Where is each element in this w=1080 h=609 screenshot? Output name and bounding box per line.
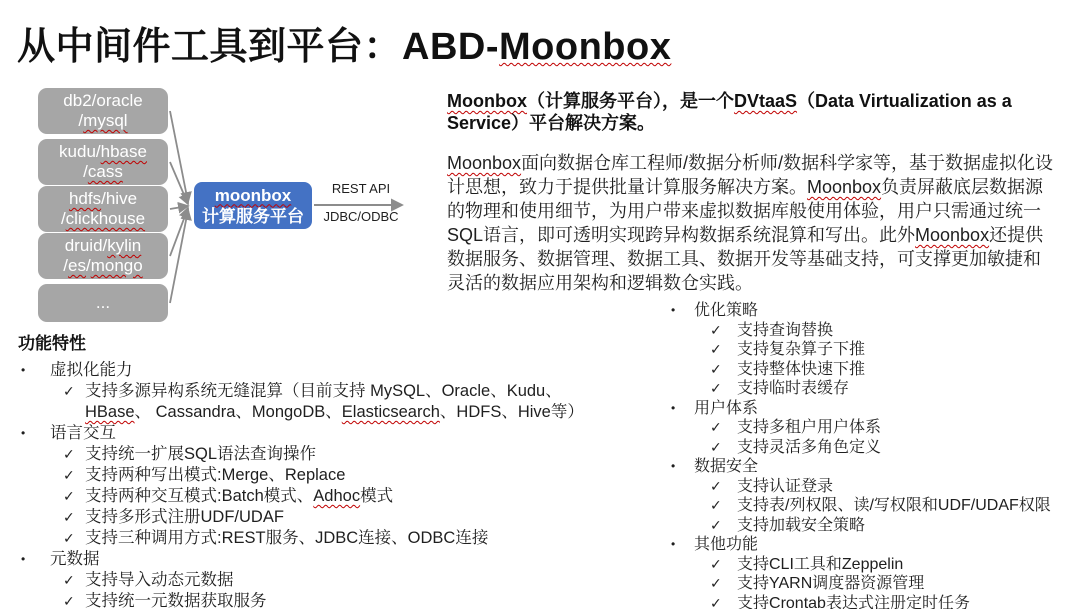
hub-box-moonbox xyxy=(194,182,312,229)
source-box-druid-kylin-es-mongo xyxy=(38,233,168,279)
rest-api-label: REST API xyxy=(331,181,391,196)
feature-item-text: 支持多租户用户体系 xyxy=(737,419,882,436)
features-left xyxy=(18,333,633,609)
feature-item xyxy=(18,486,633,507)
feature-item-text: 支持灵活多角色定义 xyxy=(737,438,882,456)
feature-group-metadata xyxy=(18,549,633,609)
check-icon: ✓ xyxy=(710,497,722,513)
features-heading: 功能特性 xyxy=(18,334,86,353)
check-icon: ✓ xyxy=(710,516,722,533)
feature-item-text: 支持临时表缓存 xyxy=(737,380,850,397)
check-icon: ✓ xyxy=(63,593,75,609)
group-label-row xyxy=(18,549,633,570)
feature-item-text: 支持复杂算子下推 xyxy=(737,341,866,358)
group-label: 其他功能 xyxy=(694,536,759,553)
feature-item xyxy=(18,465,633,486)
check-icon: ✓ xyxy=(63,446,75,462)
feature-item xyxy=(668,477,1080,497)
group-label: 虚拟化能力 xyxy=(50,361,133,379)
check-icon: ✓ xyxy=(63,383,75,399)
source-box-kudu-hbase-cass xyxy=(38,139,168,185)
check-icon: ✓ xyxy=(710,341,722,357)
feature-item-text: 支持CLI工具和Zeppelin xyxy=(737,555,904,573)
feature-item xyxy=(18,444,633,465)
source-box-line: /clickhouse xyxy=(60,209,146,228)
feature-item-text: 支持导入动态元数据 xyxy=(85,571,234,589)
bullet-icon: • xyxy=(21,363,26,377)
bullet-icon: • xyxy=(671,303,676,317)
feature-item-text: 支持多形式注册UDF/UDAF xyxy=(85,508,284,526)
feature-group-security xyxy=(668,457,1080,535)
feature-item xyxy=(668,360,1080,380)
source-box-line: /es/mongo xyxy=(63,256,143,275)
feature-item-text: 支持加载安全策略 xyxy=(737,516,866,534)
group-label: 语言交互 xyxy=(50,424,116,442)
source-box-ellipsis xyxy=(38,284,168,322)
group-label-row xyxy=(18,360,633,381)
feature-item xyxy=(668,340,1080,360)
group-label: 元数据 xyxy=(50,550,100,568)
bullet-icon: • xyxy=(671,400,676,415)
feature-item-text: 支持整体快速下推 xyxy=(737,360,866,378)
group-label-row xyxy=(668,535,1080,555)
check-icon: ✓ xyxy=(63,509,75,525)
check-icon: ✓ xyxy=(710,438,722,455)
feature-group-optimization xyxy=(668,301,1080,399)
check-icon: ✓ xyxy=(710,555,722,572)
feature-item xyxy=(668,418,1080,438)
check-icon: ✓ xyxy=(63,530,75,546)
source-box-line: kudu/hbase xyxy=(59,142,147,161)
feature-item xyxy=(18,591,633,609)
check-icon: ✓ xyxy=(710,380,722,396)
feature-item-text: 支持表/列权限、读/写权限和UDF/UDAF权限 xyxy=(737,497,1051,514)
source-box-hdfs-hive-clickhouse xyxy=(38,186,168,232)
feature-group-others xyxy=(668,535,1080,609)
feature-item-text: 支持三种调用方式:REST服务、JDBC连接、ODBC连接 xyxy=(85,529,489,547)
check-icon: ✓ xyxy=(710,477,722,494)
group-label: 用户体系 xyxy=(694,399,759,417)
source-box-line: druid/kylin xyxy=(64,236,142,255)
check-icon: ✓ xyxy=(63,467,75,483)
feature-item xyxy=(668,379,1080,399)
intro-paragraph: Moonbox（计算服务平台），是一个DVtaaS（Data Virtualization as a Service）平台解决方案。 xyxy=(447,91,1012,133)
bullet-icon: • xyxy=(21,552,26,566)
feature-item xyxy=(668,555,1080,575)
feature-item-text: 支持查询替换 xyxy=(737,321,834,339)
architecture-diagram xyxy=(30,85,450,330)
features-right xyxy=(668,301,1080,609)
feature-item-text: 支持多源异构系统无缝混算（目前支持 MySQL、Oracle、Kudu、HBase、 Cassandra、MongoDB、Elasticsearch、HDFS、Hive等） xyxy=(85,382,584,421)
check-icon: ✓ xyxy=(710,321,722,338)
feature-group-virtualization xyxy=(18,360,633,423)
group-label-row xyxy=(668,399,1080,419)
source-box-line: /mysql xyxy=(78,111,128,130)
body-paragraph: Moonbox面向数据仓库工程师/数据分析师/数据科学家等，基于数据虚拟化设计思想，致力于提供批量计算服务解决方案。Moonbox负责屏蔽底层数据源的物理和使用细节，为用户带来虚拟数据库般使用体验，用户只需通过统一SQL语言，即可透明实现跨异构数据系统混算和写出。此外Moonbox还提供数据服务、数据管理、数据工具、数据开发等基础支持，可支撑更加敏捷和灵活的数据应用架构和逻辑数仓实践。 xyxy=(447,153,1054,293)
feature-item xyxy=(18,570,633,591)
group-label-row xyxy=(18,423,633,444)
group-label: 数据安全 xyxy=(694,458,759,475)
source-box-line: db2/oracle xyxy=(63,91,143,110)
check-icon: ✓ xyxy=(710,575,722,591)
bullet-icon: • xyxy=(671,537,676,551)
feature-item xyxy=(668,574,1080,594)
feature-item xyxy=(18,381,633,423)
hub-box-line: moonbox xyxy=(214,185,292,205)
feature-item xyxy=(668,438,1080,458)
feature-item xyxy=(668,516,1080,536)
feature-item xyxy=(668,321,1080,341)
check-icon: ✓ xyxy=(710,419,722,435)
feature-item-text: 支持两种交互模式:Batch模式、Adhoc模式 xyxy=(85,487,394,505)
feature-item-text: 支持认证登录 xyxy=(737,477,834,495)
source-box-line: ... xyxy=(95,293,111,312)
jdbc-odbc-label: JDBC/ODBC xyxy=(323,209,399,224)
check-icon: ✓ xyxy=(63,572,75,588)
feature-item xyxy=(668,594,1080,609)
check-icon: ✓ xyxy=(63,488,75,504)
feature-item xyxy=(18,528,633,549)
feature-item-text: 支持Crontab表达式注册定时任务 xyxy=(737,594,970,609)
bullet-icon: • xyxy=(671,459,676,473)
feature-item-text: 支持统一扩展SQL语法查询操作 xyxy=(85,445,317,463)
group-label: 优化策略 xyxy=(694,302,759,319)
group-label-row xyxy=(668,457,1080,477)
feature-item xyxy=(668,496,1080,516)
source-box-line: hdfs/hive xyxy=(68,189,138,208)
feature-item-text: 支持统一元数据获取服务 xyxy=(85,592,267,609)
feature-group-language xyxy=(18,423,633,549)
hub-box-line: 计算服务平台 xyxy=(202,206,304,226)
feature-item-text: 支持两种写出模式:Merge、Replace xyxy=(85,466,346,484)
check-icon: ✓ xyxy=(710,360,722,377)
group-label-row xyxy=(668,301,1080,321)
feature-group-users xyxy=(668,399,1080,458)
bullet-icon: • xyxy=(21,426,26,440)
feature-item-text: 支持YARN调度器资源管理 xyxy=(737,575,925,592)
slide-title: 从中间件工具到平台：ABD-Moonbox xyxy=(17,26,672,68)
check-icon: ✓ xyxy=(710,594,722,609)
source-box-line: /cass xyxy=(83,162,123,181)
source-box-db2-oracle-mysql xyxy=(38,88,168,134)
feature-item xyxy=(18,507,633,528)
